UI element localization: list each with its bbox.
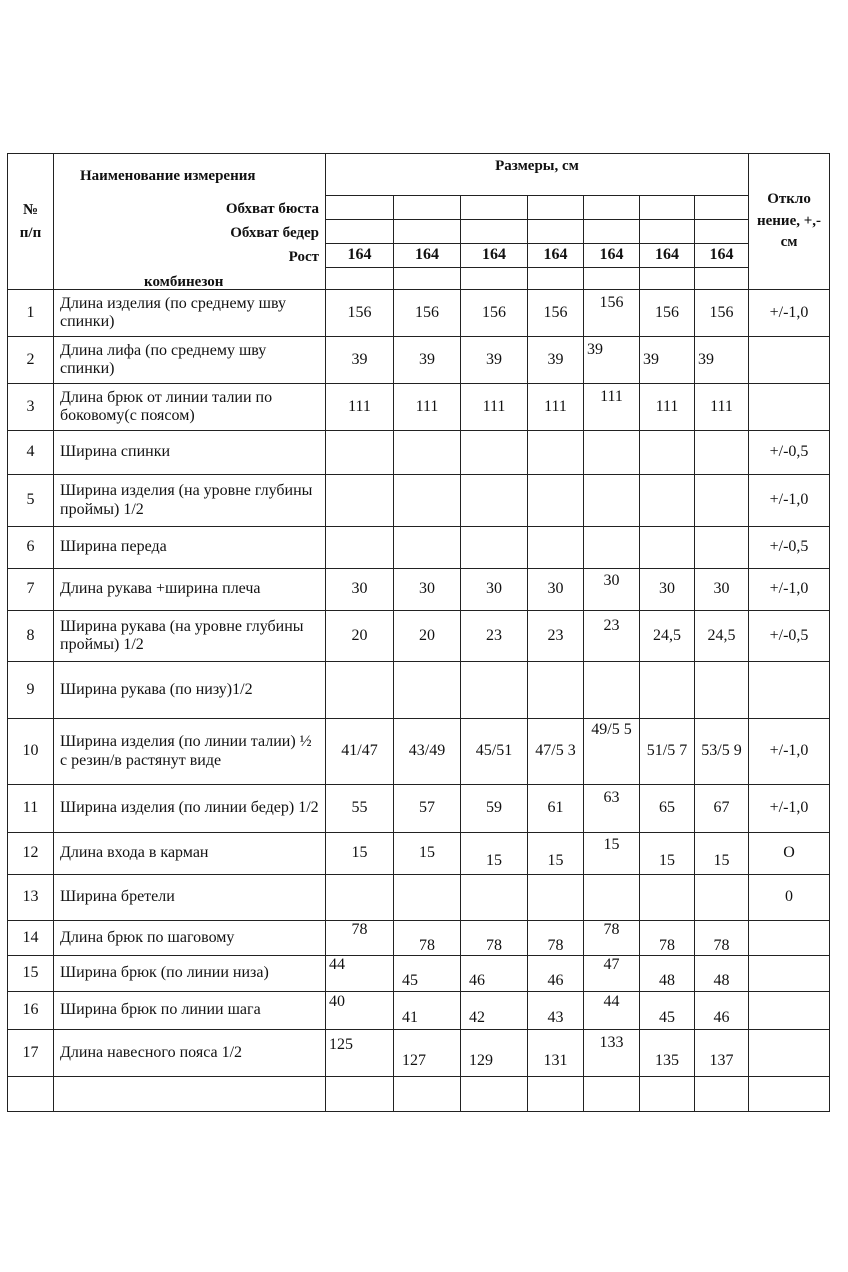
deviation-cell: +/-1,0 [749,475,830,527]
value-cell: 49/5 5 [584,719,640,785]
value-cell [695,527,749,569]
value-cell: 42 [469,1009,485,1027]
value-cell: 23 [461,611,528,662]
value-cell: 127 [402,1051,426,1069]
value-cell: 30 [528,569,584,611]
deviation-cell: +/-0,5 [749,527,830,569]
row-number: 7 [8,569,54,611]
value-cell [326,875,394,921]
value-cell: 78 [603,920,620,938]
table-row [8,384,830,431]
value-cell: 78 [486,936,502,954]
table-row [8,875,830,921]
row-number: 2 [8,337,54,384]
value-cell: 45 [402,972,418,990]
value-cell [326,662,394,719]
height-cell: 164 [461,244,528,268]
deviation-cell [749,662,830,719]
measurement-name: Ширина рукава (на уровне глубины проймы) 1/2 [54,611,326,662]
value-cell: 111 [600,387,623,405]
measurement-name: Длина навесного пояса 1/2 [54,1030,326,1077]
deviation-cell: 0 [749,875,830,921]
row-number: 14 [8,921,54,956]
deviation-cell: +/-1,0 [749,290,830,337]
table-row [8,719,830,785]
table-row [8,785,830,833]
garment-label: комбинезон [144,274,224,290]
value-cell: 63 [603,789,620,807]
value-cell: 23 [603,616,620,634]
table-row [8,569,830,611]
value-cell: 45/51 [461,719,528,785]
row-number: 5 [8,475,54,527]
height-cell: 164 [640,244,695,268]
value-cell: 55 [326,785,394,833]
value-cell [640,527,695,569]
value-cell: 156 [640,290,695,337]
value-cell: 44 [329,956,345,974]
measurement-name: Ширина изделия (по линии талии) ½ с резин/в растянут виде [54,719,326,785]
value-cell [695,475,749,527]
value-cell: 156 [326,290,394,337]
height-cell: 164 [326,244,394,268]
value-cell [640,431,695,475]
value-cell: 129 [469,1051,493,1069]
table-row [8,662,830,719]
value-cell: 44 [603,993,620,1011]
measurement-name: Ширина брюк (по линии низа) [54,956,326,992]
deviation-cell: +/-1,0 [749,719,830,785]
value-cell: 40 [329,993,345,1011]
row-number: 4 [8,431,54,475]
value-cell [394,431,461,475]
deviation-cell: +/-0,5 [749,611,830,662]
value-cell: 15 [603,836,620,854]
value-cell [695,875,749,921]
measurement-name: Ширина переда [54,527,326,569]
deviation-cell: +/-1,0 [749,569,830,611]
value-cell [394,475,461,527]
value-cell: 39 [640,337,695,384]
value-cell: 46 [713,1009,730,1027]
value-cell [584,875,640,921]
value-cell: 61 [528,785,584,833]
table-row [8,992,830,1030]
value-cell: 78 [659,936,675,954]
value-cell: 43/49 [394,719,461,785]
value-cell: 30 [695,569,749,611]
value-cell: 137 [709,1051,734,1069]
value-cell [394,662,461,719]
table-row [8,290,830,337]
row-number: 6 [8,527,54,569]
value-cell [584,527,640,569]
empty-row [8,1077,830,1112]
value-cell [461,431,528,475]
value-cell: 20 [394,611,461,662]
table-row [8,833,830,875]
value-cell: 15 [547,852,564,870]
value-cell [584,662,640,719]
value-cell [584,475,640,527]
value-cell: 59 [461,785,528,833]
deviation-cell [749,992,830,1030]
row-number: 9 [8,662,54,719]
table-row [8,921,830,956]
value-cell: 111 [640,384,695,431]
value-cell: 57 [394,785,461,833]
row-number: 12 [8,833,54,875]
bust-label: Обхват бюста [225,201,319,217]
height-label: Рост [288,249,319,265]
value-cell: 41/47 [326,719,394,785]
value-cell [695,662,749,719]
measurement-name: Ширина спинки [54,431,326,475]
value-cell: 156 [599,293,624,311]
height-cell: 164 [695,244,749,268]
row-number: 15 [8,956,54,992]
value-cell: 156 [528,290,584,337]
measurement-name: Ширина рукава (по низу)1/2 [54,662,326,719]
value-cell: 30 [326,569,394,611]
row-number: 11 [8,785,54,833]
sizes-title: Размеры, см [326,154,749,196]
table-row [8,337,830,384]
value-cell: 111 [326,384,394,431]
table-row [8,475,830,527]
value-cell: 51/5 7 [640,719,695,785]
measurement-name: Длина лифа (по среднему шву спинки) [54,337,326,384]
value-cell [394,875,461,921]
row-number: 17 [8,1030,54,1077]
value-cell: 30 [394,569,461,611]
value-cell: 125 [329,1035,353,1053]
measurement-name: Ширина изделия (по линии бедер) 1/2 [54,785,326,833]
value-cell [326,527,394,569]
row-number: 16 [8,992,54,1030]
row-number: 3 [8,384,54,431]
measurement-name: Ширина брюк по линии шага [54,992,326,1030]
value-cell: 78 [713,936,730,954]
value-cell [528,875,584,921]
value-cell: 30 [461,569,528,611]
deviation-cell [749,921,830,956]
row-number: 8 [8,611,54,662]
value-cell: 111 [394,384,461,431]
value-cell [640,475,695,527]
value-cell: 156 [695,290,749,337]
deviation-cell: О [749,833,830,875]
value-cell [326,475,394,527]
measurement-name-header [54,154,326,290]
deviation-cell [749,1030,830,1077]
row-number: 1 [8,290,54,337]
value-cell [461,527,528,569]
value-cell [461,875,528,921]
size-chart-table [7,153,830,1112]
row-number-header: № п/п [8,154,54,290]
value-cell: 23 [528,611,584,662]
value-cell: 111 [528,384,584,431]
value-cell: 15 [713,852,730,870]
value-cell: 30 [640,569,695,611]
value-cell: 48 [659,972,675,990]
value-cell: 15 [326,833,394,875]
value-cell: 39 [587,340,603,358]
value-cell: 15 [486,852,502,870]
table-row [8,527,830,569]
value-cell: 78 [547,936,564,954]
height-cell: 164 [584,244,640,268]
value-cell [326,431,394,475]
value-cell: 39 [695,337,749,384]
table-row [8,431,830,475]
deviation-cell: +/-1,0 [749,785,830,833]
value-cell: 30 [603,572,620,590]
measurement-name: Длина брюк от линии талии по боковому(с поясом) [54,384,326,431]
value-cell: 156 [461,290,528,337]
value-cell: 47/5 3 [528,719,584,785]
value-cell: 135 [655,1051,679,1069]
deviation-cell [749,384,830,431]
value-cell [640,662,695,719]
value-cell [640,875,695,921]
value-cell: 131 [543,1051,568,1069]
measurement-name: Длина входа в карман [54,833,326,875]
height-cell: 164 [394,244,461,268]
value-cell: 39 [394,337,461,384]
measurement-name: Ширина бретели [54,875,326,921]
deviation-header: Откло нение, +,- см [749,154,830,290]
value-cell: 53/5 9 [695,719,749,785]
value-cell [528,475,584,527]
value-cell: 39 [461,337,528,384]
value-cell [461,475,528,527]
value-cell: 47 [603,956,620,974]
measurement-name: Ширина изделия (на уровне глубины проймы) 1/2 [54,475,326,527]
value-cell [528,431,584,475]
value-cell: 111 [695,384,749,431]
table-row [8,611,830,662]
value-cell: 43 [547,1009,564,1027]
measurement-name: Длина изделия (по среднему шву спинки) [54,290,326,337]
deviation-cell: +/-0,5 [749,431,830,475]
table-row [8,1030,830,1077]
value-cell: 78 [419,936,435,954]
deviation-cell [749,337,830,384]
hip-label: Обхват бедер [230,225,319,241]
value-cell [528,527,584,569]
value-cell: 20 [326,611,394,662]
value-cell [584,431,640,475]
row-number: 10 [8,719,54,785]
height-cell: 164 [528,244,584,268]
value-cell: 24,5 [695,611,749,662]
value-cell [695,431,749,475]
value-cell: 111 [461,384,528,431]
row-number: 13 [8,875,54,921]
value-cell: 48 [713,972,730,990]
value-cell [528,662,584,719]
value-cell: 39 [326,337,394,384]
value-cell: 156 [394,290,461,337]
deviation-cell [749,956,830,992]
measurement-name: Длина брюк по шаговому [54,921,326,956]
value-cell: 39 [528,337,584,384]
table-row [8,956,830,992]
measurement-title: Наименование измерения [80,168,256,184]
value-cell: 15 [394,833,461,875]
value-cell: 133 [599,1033,624,1051]
value-cell: 45 [659,1009,675,1027]
value-cell [461,662,528,719]
value-cell: 46 [547,972,564,990]
measurement-name: Длина рукава +ширина плеча [54,569,326,611]
value-cell: 78 [351,920,368,938]
value-cell: 67 [695,785,749,833]
value-cell: 15 [659,852,675,870]
value-cell [394,527,461,569]
value-cell: 41 [402,1009,418,1027]
value-cell: 65 [640,785,695,833]
value-cell: 46 [469,972,485,990]
measurement-table-sheet [7,153,829,1113]
value-cell: 24,5 [640,611,695,662]
